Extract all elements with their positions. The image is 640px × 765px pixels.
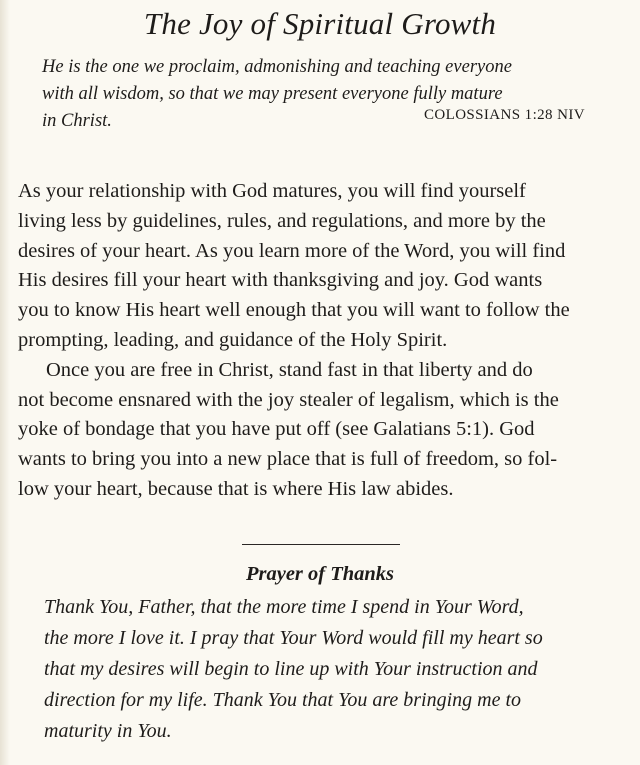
section-divider bbox=[242, 544, 400, 545]
page-title: The Joy of Spiritual Growth bbox=[143, 6, 497, 41]
prayer-line: Thank You, Father, that the more time I spend in Your Word, bbox=[44, 596, 524, 618]
prayer-heading: Prayer of Thanks bbox=[245, 563, 395, 585]
body-line: not become ensnared with the joy stealer of legalism, which is the bbox=[18, 388, 559, 411]
body-line: As your relationship with God matures, you will find yourself bbox=[18, 180, 526, 202]
body-line: you to know His heart well enough that you will want to follow the bbox=[18, 299, 570, 322]
body-line: desires of your heart. As you learn more of the Word, you will find bbox=[18, 239, 566, 262]
prayer-line: the more I love it. I pray that Your Word would fill my heart so bbox=[44, 627, 543, 649]
prayer-text bbox=[44, 592, 624, 747]
page-spine-shadow bbox=[0, 0, 10, 765]
verse-line: He is the one we proclaim, admonishing and teaching everyone bbox=[42, 57, 512, 77]
body-text bbox=[18, 177, 630, 505]
verse-line: with all wisdom, so that we may present everyone fully mature bbox=[42, 84, 503, 104]
body-line: wants to bring you into a new place that is full of freedom, so fol- bbox=[18, 448, 558, 471]
verse-line: in Christ. bbox=[42, 111, 112, 131]
body-line: His desires fill your heart with thanksgiving and joy. God wants bbox=[18, 269, 543, 292]
body-line: Once you are free in Christ, stand fast in that liberty and do bbox=[46, 358, 533, 381]
verse-reference: COLOSSIANS 1:28 NIV bbox=[424, 107, 585, 123]
prayer-line: direction for my life. Thank You that You are bringing me to bbox=[44, 689, 522, 711]
body-line: prompting, leading, and guidance of the Holy Spirit. bbox=[18, 328, 448, 351]
body-line: yoke of bondage that you have put off (see Galatians 5:1). God bbox=[18, 418, 535, 441]
prayer-line: that my desires will begin to line up with Your instruction and bbox=[44, 658, 538, 680]
paragraph-1 bbox=[18, 177, 630, 356]
prayer-line: maturity in You. bbox=[44, 720, 172, 742]
paragraph-2 bbox=[18, 356, 630, 505]
body-line: low your heart, because that is where His law abides. bbox=[18, 477, 454, 500]
body-line: living less by guidelines, rules, and regulations, and more by the bbox=[18, 209, 546, 232]
